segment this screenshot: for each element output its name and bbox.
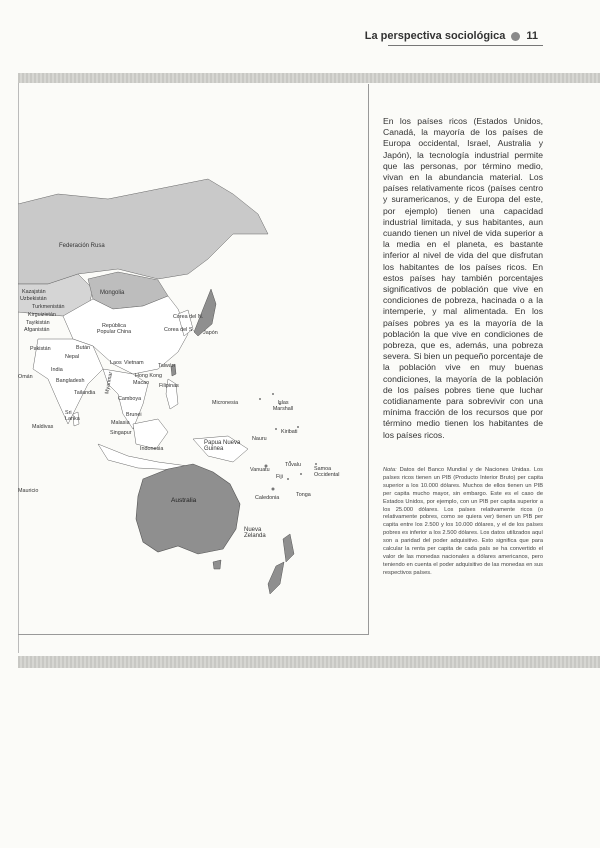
australia-shape (136, 464, 240, 554)
map-label: Fiji (276, 474, 283, 480)
map-note (383, 467, 543, 578)
map-label: Tuvalu (285, 462, 301, 468)
map-label: Federación Rusa (59, 243, 105, 249)
map-label: Kazajstán (22, 289, 46, 295)
map-label: Kirguizistán (28, 312, 56, 318)
running-header-title: La perspectiva sociológica (364, 30, 506, 42)
map-label: Corea del S. (164, 327, 194, 333)
map-label: Sri Lanka (65, 410, 80, 422)
map-label: Caledonia (255, 495, 280, 501)
map-label: Australia (171, 497, 197, 504)
running-header (365, 30, 538, 42)
borneo-shape (133, 419, 168, 449)
map-label: Tailandia (74, 390, 96, 396)
map-label: Papua Nueva Guinea (204, 440, 241, 452)
map-label: Mongolia (100, 290, 125, 296)
note-label: Nota: (383, 467, 397, 473)
map-label: Micronesia (212, 400, 239, 406)
map-label: Turkmenistán (32, 304, 65, 310)
new-zealand-shape (268, 534, 294, 594)
map-label: Omán (18, 374, 33, 380)
map-label: Malasia (111, 420, 130, 426)
top-decorative-band (18, 73, 600, 83)
map-label: Indonesia (140, 446, 164, 452)
map-label: Maldivas (32, 424, 54, 430)
map-label: Nepal (65, 354, 80, 360)
map-label: Vanuatu (250, 467, 270, 473)
map-label: Kiribati (281, 429, 298, 435)
note-text: Datos del Banco Mundial y de Naciones Unidas. Los países ricos tienen un PIB (Producto Interior Bruto) per capita superior a los 10.000 dólares. Muchos de ellos tienen un PIB per capita mucho mayor, sin embargo. Este es el caso de Estados Unidos, por ejemplo, con un PIB per capita superior a los 25.000 dólares. Los países relativamente ricos (o relativamente pobres, como se quiera ver) tienen un PIB per capita entre los 2.500 y los 10.000 dólares, y el de los países pobres es inferior a los 2.500 dólares. Los datos utilizados aquí son a paridad del poder adquisitivo. Esto significa que para calcular la renta per capita de cada país se ha convertido el valor de las monedas nacionales a dólares americanos, pero teniendo en cuenta el poder adquisitivo de las monedas en sus respectivos países. (383, 467, 543, 576)
japan-shape (194, 289, 216, 336)
map-label: Filipinas (159, 383, 179, 389)
map-label: Tonga (296, 492, 311, 498)
page-number: 11 (526, 30, 538, 42)
map-label: Taiwán (158, 363, 175, 369)
world-income-map (18, 84, 369, 635)
map-label: Hong Kong (135, 373, 162, 379)
bottom-decorative-band (18, 656, 600, 668)
map-label: Bangladesh (56, 378, 85, 384)
map-label: Nueva Zelanda (244, 527, 266, 539)
map-label: Tayikistán (26, 320, 50, 326)
bullet-icon (511, 32, 520, 41)
map-label: Nauru (252, 436, 267, 442)
map-label: Corea del N. (173, 314, 204, 320)
map-label: Uzbekistán (20, 296, 47, 302)
tasmania-shape (213, 560, 221, 569)
map-label: Samoa Occidental (314, 466, 340, 478)
map-label: Vietnam (124, 360, 144, 366)
map-label: Singapur (110, 430, 132, 436)
map-label: Bután (76, 345, 91, 351)
map-label: India (51, 367, 63, 373)
map-label: República Popular China (96, 323, 132, 335)
header-rule (388, 45, 543, 46)
map-label: Mauricio (18, 488, 39, 494)
map-label: Afganistán (24, 327, 50, 333)
map-label: Laos (110, 360, 122, 366)
map-label: Camboya (118, 396, 142, 402)
map-label: Myanmar (104, 371, 115, 395)
map-label: Pakistán (30, 346, 51, 352)
body-paragraph: En los países ricos (Estados Unidos, Canadá, la mayoría de los países de Europa occidental, Israel, Australia y Japón), la tecnología industrial permite que las personas, por término medio, vivan en la abundancia material. Los países relativamente ricos (países centro y suramericanos, y de Europa del este, por ejemplo) tienen una capacidad industrial limitada, y sus habitantes, aun cuando tienen un nivel de vida superior a la media en el planeta, es bastante inferior al nivel de vida del que disfrutan los habitantes de los países ricos. En estos países hay también porcentajes significativos de población que vive en condiciones de pobreza, hacinada o a la intemperie, y mal alimentada. En los países pobres ya es la mayoría de la población la que vive en condiciones de pobreza, que es, además, una pobreza severa. Si bien un pequeño porcentaje de la población vive en muy buenas condiciones, la mayoría de la población de los países pobres tiene que luchar cotidianamente para sobrevivir con una mínima fracción de los recursos que por término medio tienen los habitantes de los países ricos. (383, 116, 543, 440)
map-label: Brunei (126, 412, 142, 418)
map-label: Macao (133, 380, 150, 386)
map-label: Islas Marshall (272, 400, 294, 412)
russia-shape (18, 179, 268, 284)
map-label: Japón (203, 330, 218, 336)
